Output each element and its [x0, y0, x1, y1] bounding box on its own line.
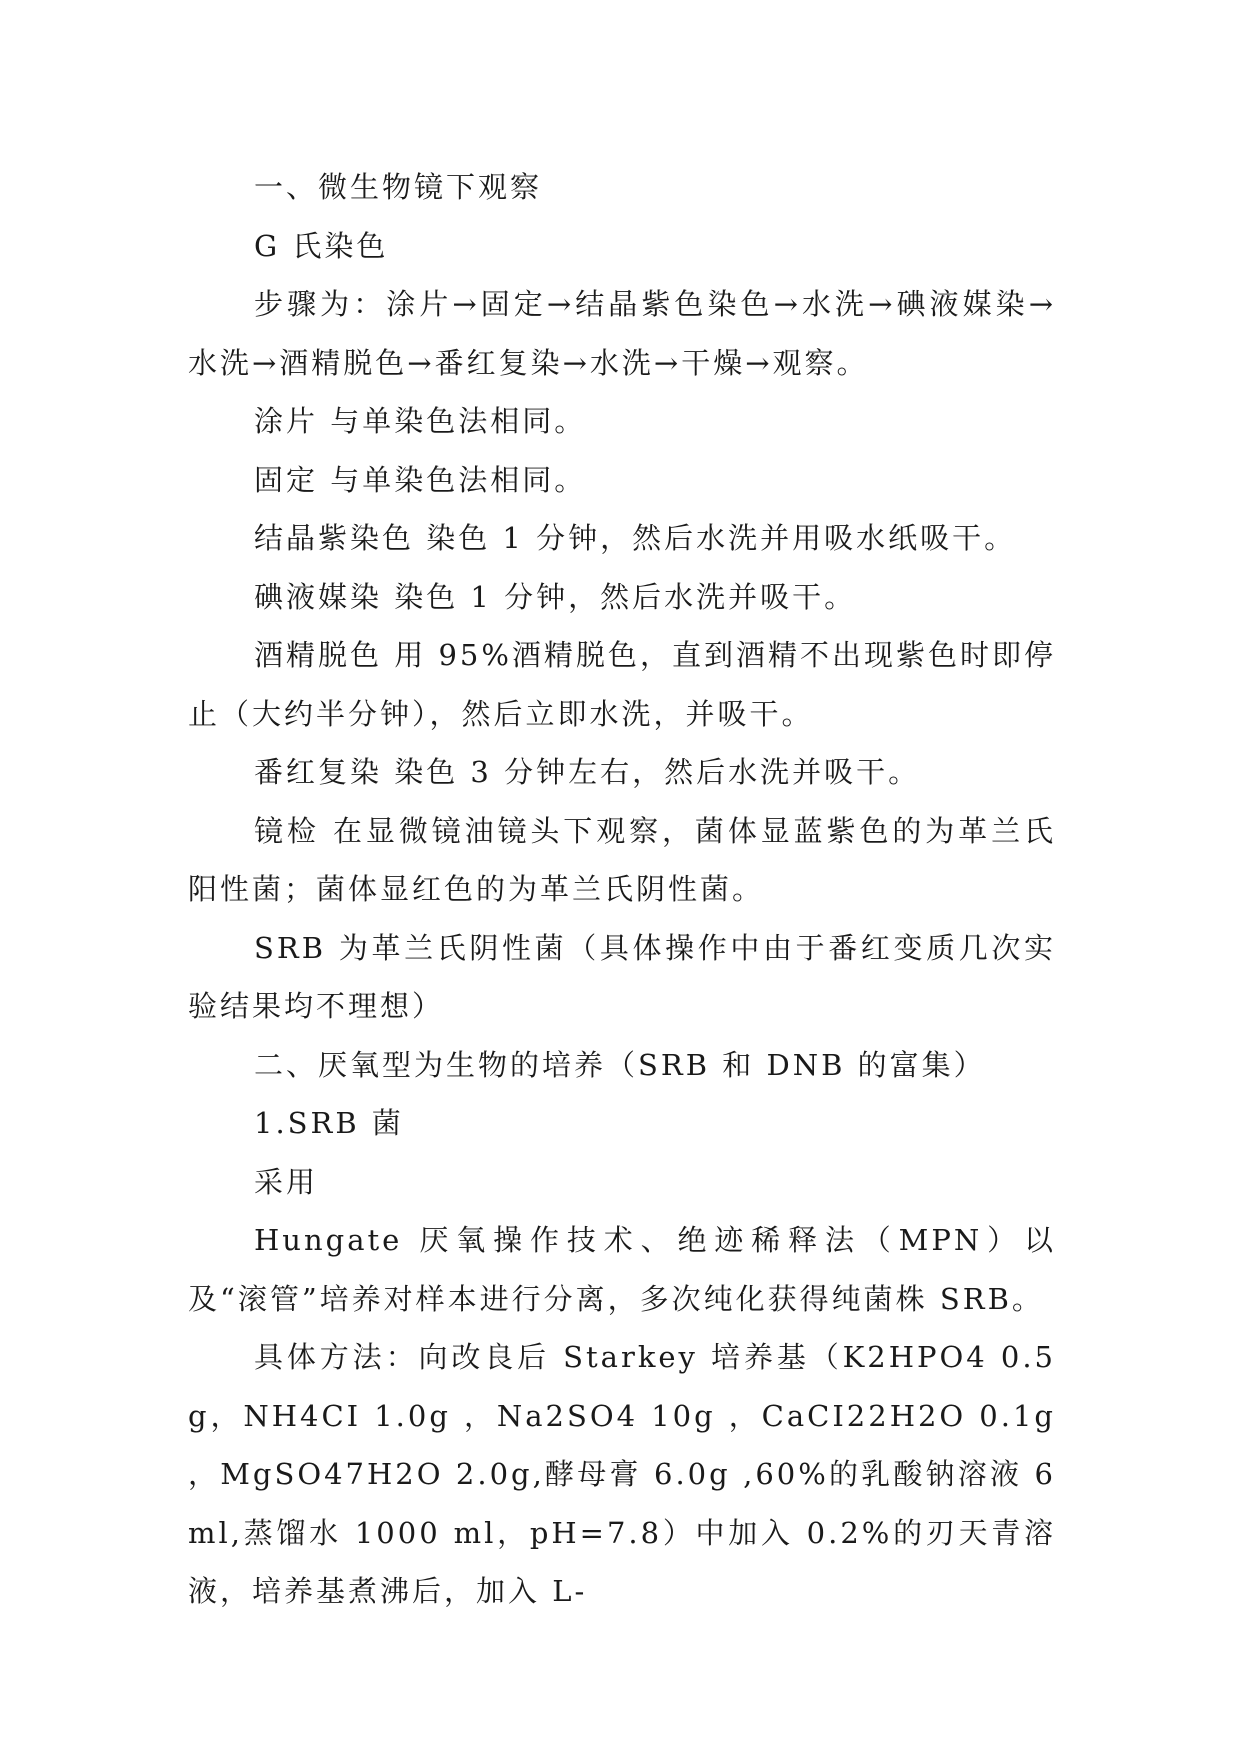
paragraph-hungate: Hungate 厌氧操作技术、绝迹稀释法（MPN）以及“滚管”培养对样本进行分离，多次纯化获得纯菌株 SRB。: [188, 1223, 1056, 1316]
section-heading-1: 一、微生物镜下观察: [254, 170, 543, 204]
paragraph-adopt: 采用: [254, 1164, 319, 1199]
subheading-gram-stain: G 氏染色: [254, 228, 389, 263]
paragraph-smear: 涂片 与单染色法相同。: [254, 404, 587, 438]
document-body: [188, 158, 1056, 1621]
paragraph-microscopy: 镜检 在显微镜油镜头下观察，菌体显蓝紫色的为革兰氏阳性菌；菌体显红色的为革兰氏阴性菌。: [188, 813, 1056, 906]
paragraph-crystal-violet: 结晶紫染色 染色 1 分钟，然后水洗并用吸水纸吸干。: [254, 521, 1017, 555]
paragraph-method: 具体方法：向改良后 Starkey 培养基（K2HPO4 0.5g，NH4CI 1.0g ，Na2SO4 10g ，CaCI22H2O 0.1g ，MgSO47H2O 2.0g,酵母膏 6.0g ,60%的乳酸钠溶液 6ml,蒸馏水 1000 ml，pH=7.8）中加入 0.2%的刃天青溶液，培养基煮沸后，加入 L-: [188, 1340, 1056, 1608]
paragraph-steps: 步骤为：涂片→固定→结晶紫色染色→水洗→碘液媒染→水洗→酒精脱色→番红复染→水洗→干燥→观察。: [188, 287, 1056, 380]
paragraph-decolorize: 酒精脱色 用 95%酒精脱色，直到酒精不出现紫色时即停止（大约半分钟），然后立即水洗，并吸干。: [188, 638, 1056, 731]
paragraph-fix: 固定 与单染色法相同。: [254, 462, 587, 497]
paragraph-safranin: 番红复染 染色 3 分钟左右，然后水洗并吸干。: [254, 755, 921, 789]
subheading-srb: 1.SRB 菌: [254, 1106, 404, 1140]
paragraph-iodine: 碘液媒染 染色 1 分钟，然后水洗并吸干。: [254, 579, 857, 614]
paragraph-srb-note: SRB 为革兰氏阴性菌（具体操作中由于番红变质几次实验结果均不理想）: [188, 930, 1056, 1023]
section-heading-2: 二、厌氧型为生物的培养（SRB 和 DNB 的富集）: [254, 1047, 986, 1082]
